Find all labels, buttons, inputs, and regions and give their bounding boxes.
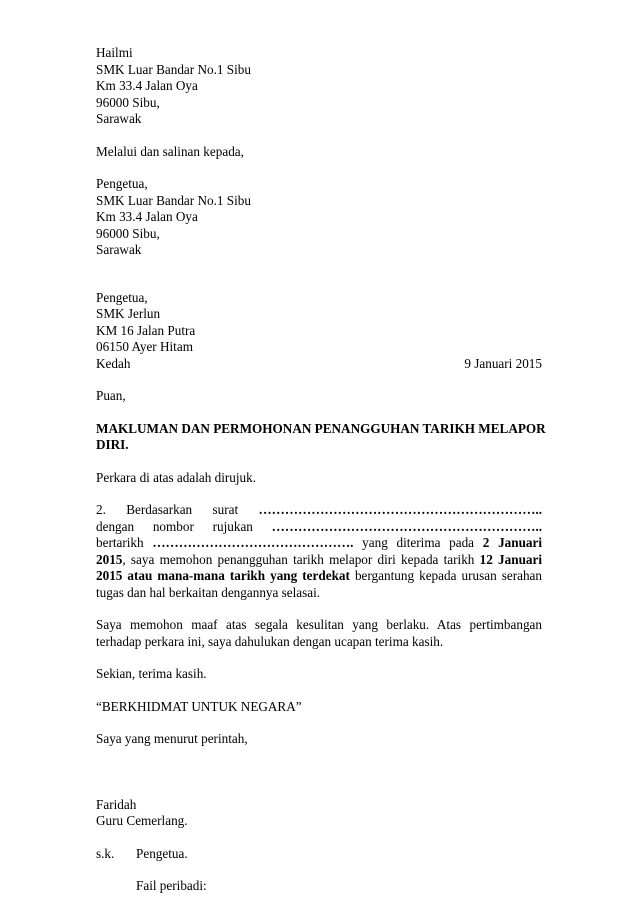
sk-item-2: Fail peribadi:: [136, 878, 207, 893]
copy-to-school: SMK Luar Bandar No.1 Sibu: [96, 192, 251, 208]
paragraph-2-text-3: bertarikh: [96, 535, 144, 550]
subject-heading: [96, 420, 546, 454]
sk-item-1: Pengetua.: [136, 845, 188, 861]
signatory-title: Guru Cemerlang.: [96, 813, 188, 828]
copy-to-address: [96, 176, 542, 259]
sender-school: SMK Luar Bandar No.1 Sibu: [96, 61, 251, 77]
sender-city: 96000 Sibu,: [96, 94, 160, 110]
paragraph-3: Saya memohon maaf atas segala kesulitan yang berlaku. Atas pertimbangan terhadap perkara ini, saya dahulukan dengan ucapan terima kasih.: [96, 617, 542, 649]
recipient-school: SMK Jerlun: [96, 306, 161, 321]
blank-dots-1: ………………………………………………………..: [258, 502, 542, 517]
sender-name: Hailmi: [96, 45, 133, 60]
paragraph-2-text-2: dengan nombor rujukan: [96, 518, 253, 534]
blank-dots-2: ……………………………………………………..: [271, 518, 543, 534]
signatory: [96, 797, 542, 830]
paragraph-2-text-4: yang diterima pada: [362, 535, 475, 550]
blank-dots-3: ……………………………………….: [152, 535, 354, 550]
sk-row: [96, 846, 542, 863]
paragraph-2-first-line: [96, 502, 542, 519]
copy-to-title: Pengetua,: [96, 176, 148, 191]
subject-line-2: DIRI.: [96, 437, 129, 452]
sk-item-2-row: [96, 878, 542, 895]
recipient-state: Kedah: [96, 355, 131, 371]
paragraph-2-body: [96, 519, 542, 602]
paragraph-2-text-6: bergantung kepada urusan serahan tugas dan hal berkaitan dengannya selasai.: [96, 568, 542, 600]
letter-date: 9 Januari 2015: [464, 355, 542, 371]
recipient-title: Pengetua,: [96, 289, 148, 305]
salutation: Puan,: [96, 388, 126, 403]
date-report: 12 Januari 2015 atau mana-mana tarikh yang terdekat: [96, 551, 543, 583]
date-received: 2 Januari 2015: [96, 535, 543, 567]
paragraph-2-text-5: , saya memohon penangguhan tarikh melapor diri kepada tarikh: [122, 551, 475, 567]
recipient-street: KM 16 Jalan Putra: [96, 322, 196, 338]
motto: “BERKHIDMAT UNTUK NEGARA”: [96, 698, 302, 714]
sender-address: [96, 45, 542, 128]
sender-state: Sarawak: [96, 111, 142, 126]
reference-line: Perkara di atas adalah dirujuk.: [96, 469, 257, 485]
sk-label: s.k.: [96, 845, 115, 861]
recipient-address: [96, 290, 542, 373]
copy-to-state: Sarawak: [96, 242, 142, 257]
sender-street: Km 33.4 Jalan Oya: [96, 78, 198, 93]
paragraph-2-word-1: Berdasarkan: [126, 502, 193, 517]
subject-line-1: MAKLUMAN DAN PERMOHONAN PENANGGUHAN TARIKH MELAPOR: [96, 420, 546, 436]
paragraph-2-word-2: surat: [212, 502, 239, 517]
via-line: Melalui dan salinan kepada,: [96, 143, 244, 159]
copy-to-city: 96000 Sibu,: [96, 225, 160, 241]
signatory-name: Faridah: [96, 796, 137, 812]
closing: Sekian, terima kasih.: [96, 666, 207, 681]
recipient-city: 06150 Ayer Hitam: [96, 339, 193, 354]
letter: [96, 45, 546, 895]
copy-to-street: Km 33.4 Jalan Oya: [96, 209, 198, 224]
paragraph-2: [96, 502, 542, 601]
recipient-state-date-row: [96, 356, 542, 373]
paragraph-2-number: 2.: [96, 502, 106, 517]
sign-off: Saya yang menurut perintah,: [96, 731, 248, 746]
